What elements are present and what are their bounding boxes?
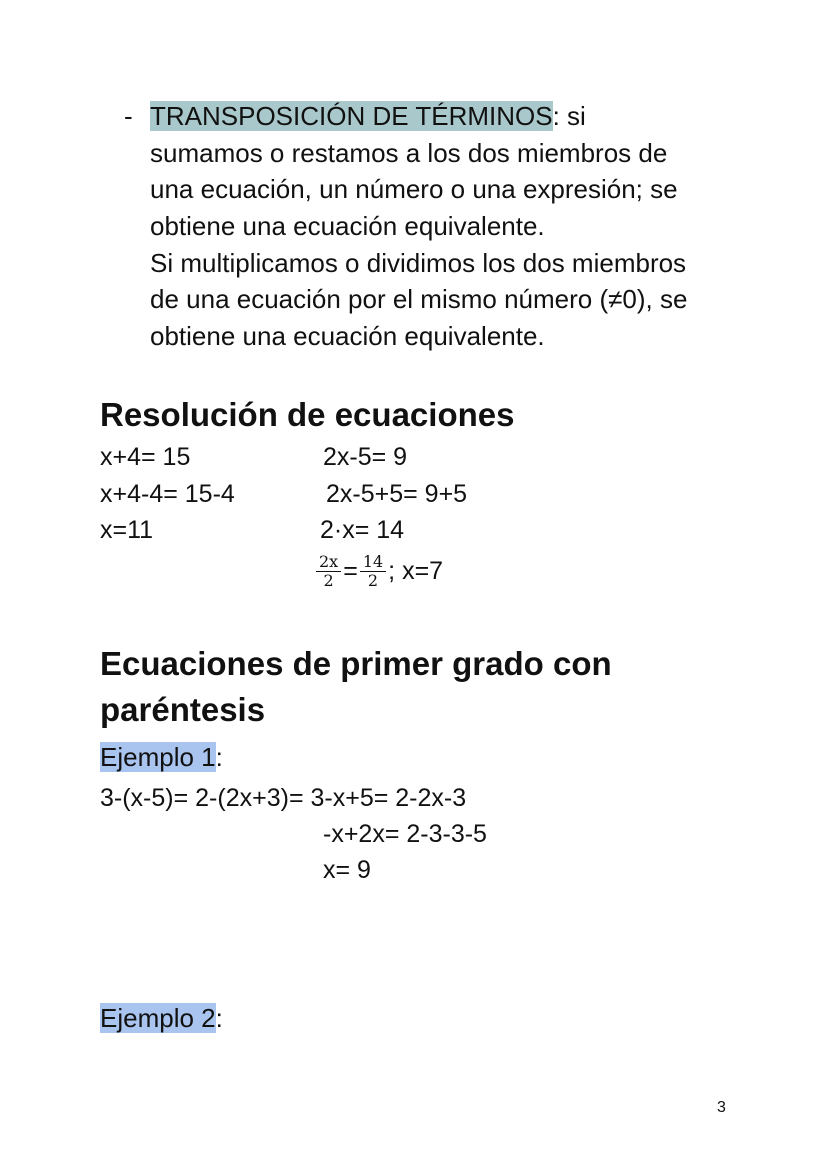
- resolution-right-3: 2·x= 14: [320, 516, 405, 544]
- bullet-dash: -: [124, 101, 133, 131]
- resolution-right-2: 2x-5+5= 9+5: [326, 480, 468, 508]
- fraction-2-numerator: 14: [360, 553, 386, 572]
- resolution-left-2: x+4-4= 15-4: [100, 480, 235, 508]
- example-1-label-text: Ejemplo 1: [100, 742, 216, 772]
- transposition-line-1: [150, 98, 586, 135]
- fraction-equals: =: [343, 557, 358, 585]
- parentheses-heading-line-1: Ecuaciones de primer grado con: [100, 645, 612, 682]
- transposition-line-4: obtiene una ecuación equivalente.: [150, 211, 545, 241]
- example-1-line-3: x= 9: [323, 856, 371, 884]
- fraction-2-denominator: 2: [367, 571, 379, 590]
- transposition-line-2: sumamos o restamos a los dos miembros de: [150, 138, 668, 168]
- transposition-line-7: obtiene una ecuación equivalente.: [150, 321, 545, 351]
- example-1-label: [100, 739, 223, 776]
- fraction-1-denominator: 2: [323, 571, 334, 590]
- resolution-heading: Resolución de ecuaciones: [100, 396, 515, 433]
- parentheses-heading-line-2: paréntesis: [100, 691, 266, 728]
- transposition-line-5: Si multiplicamos o dividimos los dos miembros: [150, 248, 687, 278]
- fraction-2x-over-2: [316, 553, 341, 590]
- fraction-equation: [314, 553, 443, 590]
- resolution-right-1: 2x-5= 9: [323, 443, 408, 471]
- transposition-term: TRANSPOSICIÓN DE TÉRMINOS: [150, 101, 553, 131]
- fraction-1-numerator: 2x: [316, 553, 341, 572]
- example-2-colon: :: [215, 1003, 223, 1033]
- example-2-label-text: Ejemplo 2: [100, 1003, 216, 1033]
- example-1-line-1: 3-(x-5)= 2-(2x+3)= 3-x+5= 2-2x-3: [100, 784, 467, 812]
- page-number: 3: [717, 1099, 726, 1116]
- example-2-label: [100, 1000, 223, 1037]
- example-1-colon: :: [215, 742, 223, 772]
- fraction-result: ; x=7: [388, 557, 444, 585]
- resolution-left-1: x+4= 15: [100, 443, 191, 471]
- example-1-line-2: -x+2x= 2-3-3-5: [323, 820, 487, 848]
- resolution-left-3: x=11: [100, 516, 154, 544]
- transposition-line-3: una ecuación, un número o una expresión; se: [150, 174, 678, 204]
- transposition-text: : si: [552, 101, 586, 131]
- transposition-line-6: de una ecuación por el mismo número (≠0), se: [150, 284, 688, 314]
- fraction-14-over-2: [360, 553, 386, 590]
